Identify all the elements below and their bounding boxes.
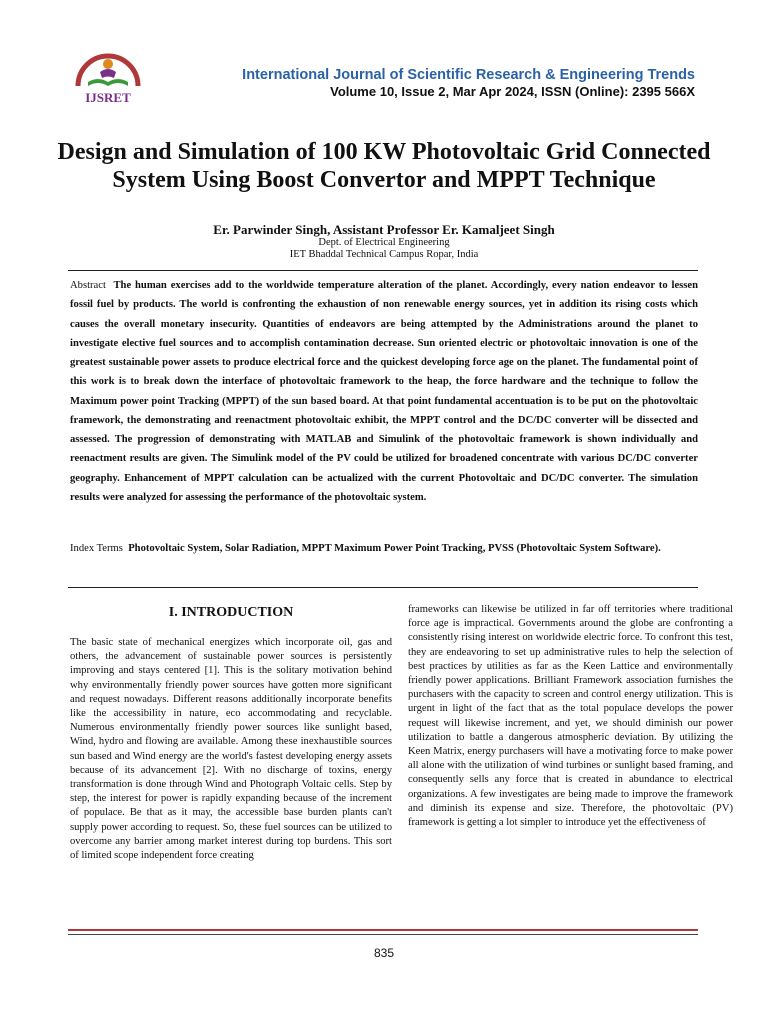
index-terms-label: Index Terms <box>70 543 123 554</box>
footer-rule <box>68 929 698 935</box>
introduction-heading: I. INTRODUCTION <box>168 605 294 620</box>
abstract-bottom-rule <box>68 587 698 588</box>
introduction-right-column: frameworks can likewise be utilized in far off territories where traditional force age is impractical. Governments around the globe are confronting a consistently rising interest on worldwide electric force. To confront this test, they are endeavoring to set up administrative rules to help the selection of best practices by utilities as far as the Keen Lattice and environmentally friendly power applications. Brilliant Framework association furnishes the purchasers with the capacity to screen and control energy utilization. This is urgent in light of the fact that as the total populace develops the power request will likewise increment, and yet, we should diminish our power utilization to battle a dangerous atmospheric deviation. By utilizing the Keen Matrix, energy purchasers will have a motivating force to make power all alone with the utilization of wind turbines or sunlight based framing, and consequently sells any force that is created in abundance to electrical organizations. A few investigates are being made to improve the framework and diminish its expense and size. Therefore, the photovoltaic (PV) framework is getting a lot simpler to introduce yet the effectiveness of <box>408 604 733 829</box>
abstract-top-rule <box>68 270 698 271</box>
author-department: Dept. of Electrical Engineering <box>318 237 450 248</box>
page-number: 835 <box>373 946 395 960</box>
paper-authors: Er. Parwinder Singh, Assistant Professor Er. Kamaljeet Singh <box>213 222 555 237</box>
abstract-text: The human exercises add to the worldwide temperature alteration of the planet. Accordingly, every nation endeavor to lessen fossil fuel by products. The world is confronting the exhaustion of non renewable energy sources, yet in addition its rising costs which causes the overall monetary insecurity. Quantities of endeavors are being attempted by the Administrations around the planet to investigate elective fuel sources and to accomplish contamination decrease. Sun oriented electric or photovoltaic innovation is one of the greatest sustainable power assets to produce electrical force and the quickest developing force age on the planet. The fundamental point of this work is to break down the interface of photovoltaic framework to the heap, the force hardware and the technique to follow the Maximum power point Tracking (MPPT) of the sun based board. At that point fundamental accentuation is to be put on the photovoltaic framework, the demonstrating and reenactment photovoltaic exhibit, the MPPT control and the DC/DC converter will be dissected and assessed. The progression of demonstrating with MATLAB and Simulink of the photovoltaic framework is shown individually and reenactment results are given. The Simulink model of the PV could be utilized for broadened concentrate with various DC/DC converter geography. Enhancement of MPPT calculation can be actualized with the current Photovoltaic and DC/DC converter. The simulation results were analyzed for assessing the performance of the photovoltaic system. <box>70 280 699 503</box>
journal-volume-line: Volume 10, Issue 2, Mar Apr 2024, ISSN (Online): 2395 566X <box>330 84 695 99</box>
paper-title: Design and Simulation of 100 KW Photovoltaic Grid Connected System Using Boost Convertor and MPPT Technique <box>57 139 711 193</box>
logo-figure-icon <box>100 69 116 78</box>
index-terms <box>70 539 698 558</box>
logo-text: IJSRET <box>85 90 131 105</box>
author-institution: IET Bhaddal Technical Campus Ropar, India <box>289 249 479 260</box>
abstract <box>70 276 698 507</box>
index-terms-text: Photovoltaic System, Solar Radiation, MPPT Maximum Power Point Tracking, PVSS (Photovoltaic System Software). <box>128 543 661 554</box>
journal-logo <box>70 42 146 106</box>
abstract-label: Abstract <box>70 280 106 291</box>
logo-book-icon <box>88 79 128 86</box>
introduction-left-column: The basic state of mechanical energizes which incorporate oil, gas and others, the advancement of sustainable power sources is persistently improving and stays centered [1]. This is the solitary motivation behind why environmentally friendly power sources have gotten more significant and request nowadays. Different reasons additionally incorporate benefits like the accessibility in nature, eco accommodating and recyclable. Numerous environmentally friendly power sources like sunlight based, Wind, hydro and flowing are available. Among these inexhaustible sources sun based and Wind energy are the world's fastest developing energy assets because of its advancement [2]. With no discharge of toxins, energy transformation is done through Wind and Photograph Voltaic cells. Step by step, the interest for power is rapidly expanding because of the increment of populace. Be that as it may, the accessible base burden plants can't supply power according to request. So, these fuel sources can be utilized to overcome any barrier among market interest during top burdens. This sort of limited scope independent force creating <box>70 637 392 862</box>
logo-head-icon <box>103 59 113 69</box>
journal-name: International Journal of Scientific Research & Engineering Trends <box>242 67 695 83</box>
